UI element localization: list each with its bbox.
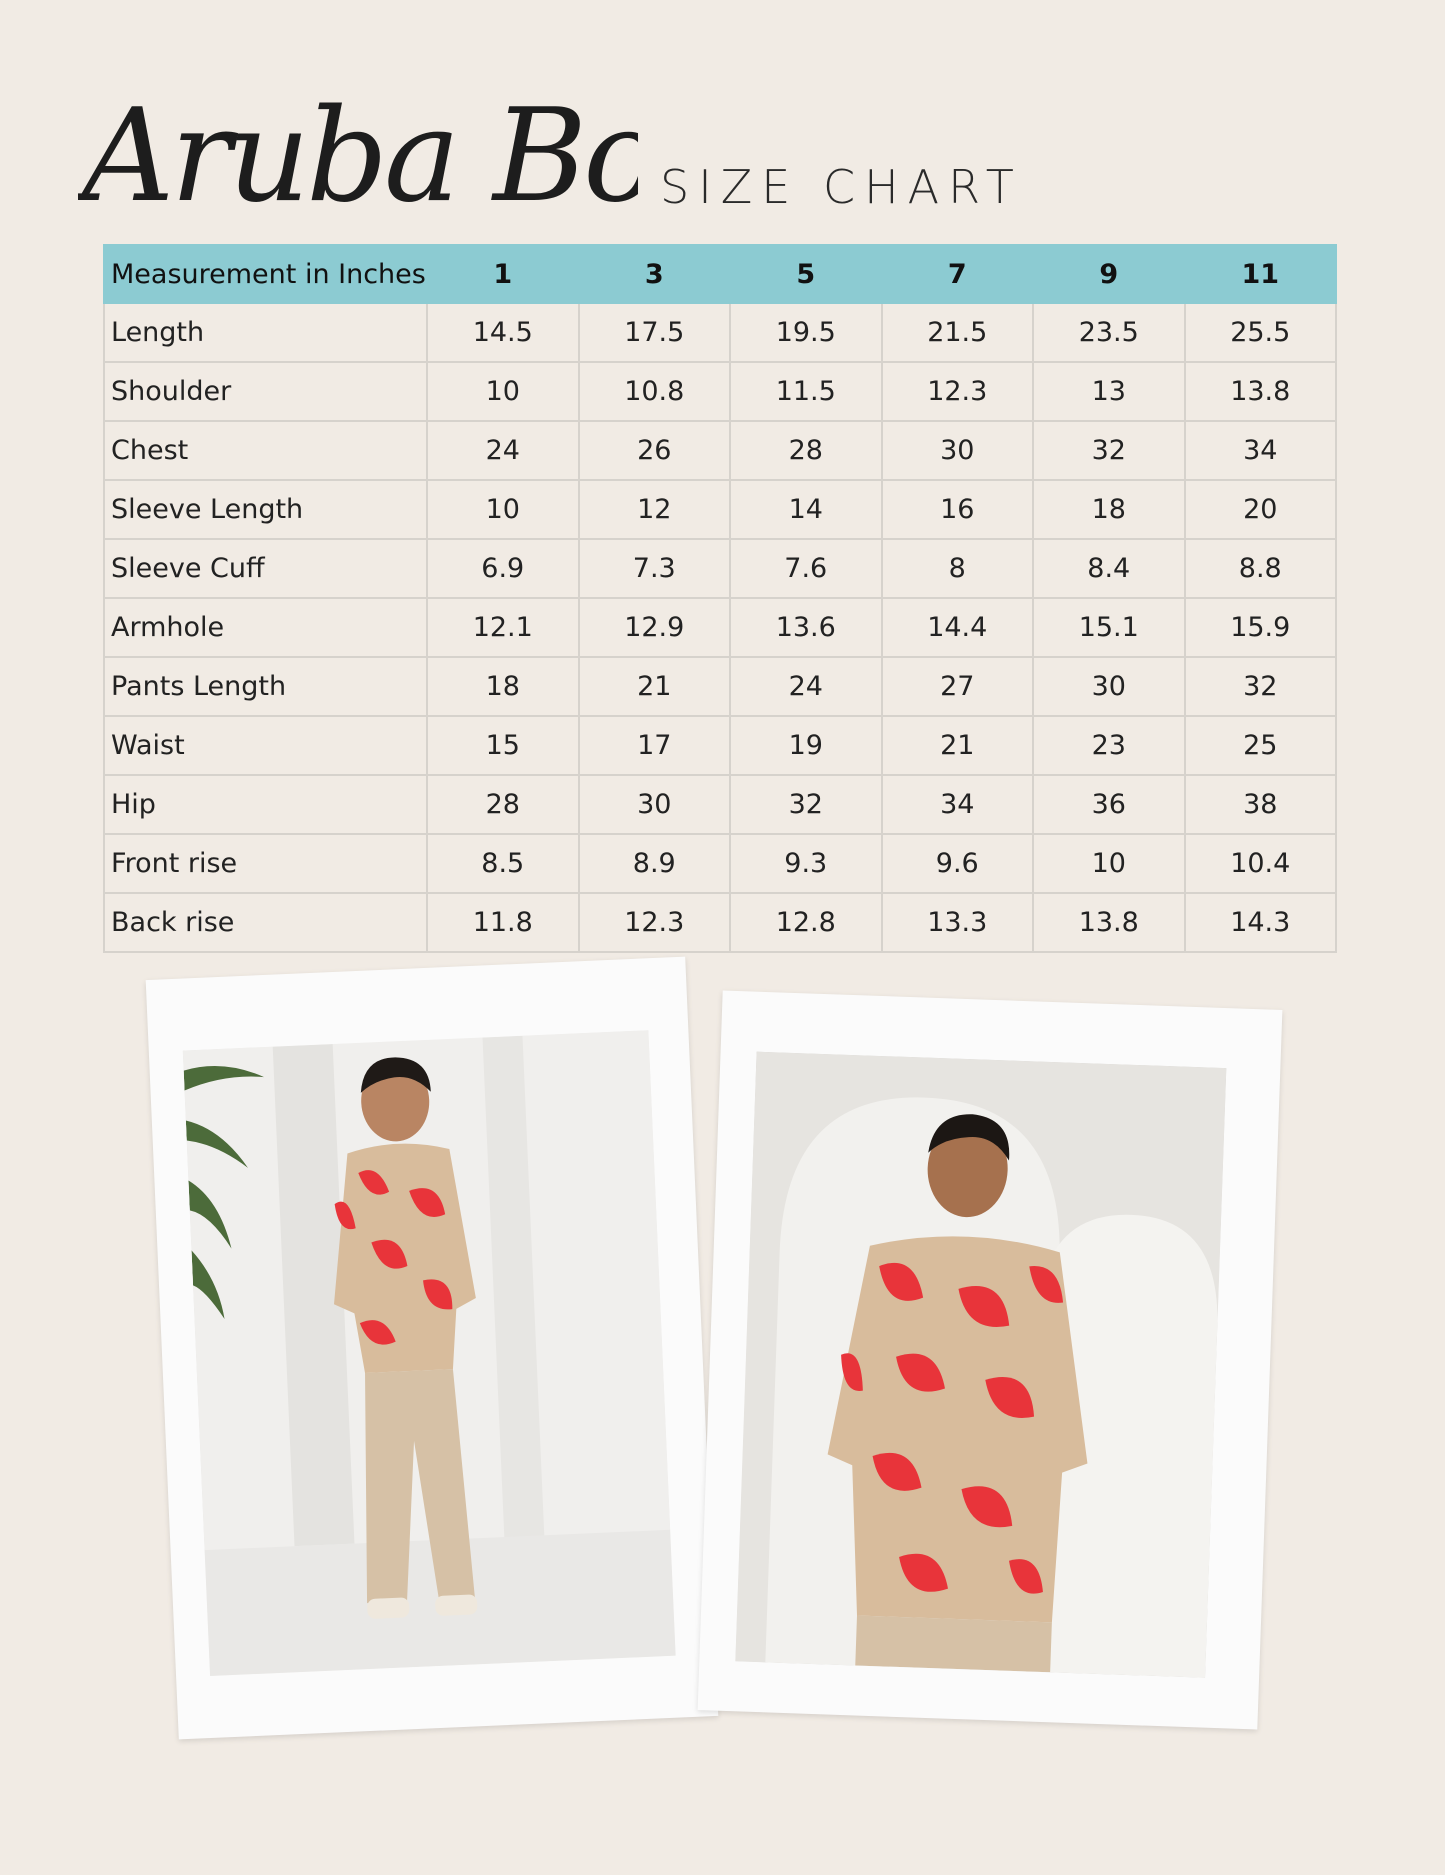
table-row — [104, 480, 1336, 539]
table-cell: 12.3 — [882, 362, 1034, 421]
table-cell: 34 — [1185, 421, 1337, 480]
table-cell: 36 — [1033, 775, 1185, 834]
table-row — [104, 657, 1336, 716]
photo-frame-man — [698, 990, 1283, 1729]
table-cell: 9.3 — [730, 834, 882, 893]
table-cell: 18 — [1033, 480, 1185, 539]
table-cell: 24 — [730, 657, 882, 716]
table-cell: 17 — [579, 716, 731, 775]
table-cell: 8.4 — [1033, 539, 1185, 598]
photo-frame-boy — [146, 957, 719, 1740]
table-cell: 13 — [1033, 362, 1185, 421]
table-cell: 19 — [730, 716, 882, 775]
row-label: Armhole — [104, 598, 427, 657]
table-cell: 12.3 — [579, 893, 731, 952]
table-cell: 11.8 — [427, 893, 579, 952]
table-cell: 19.5 — [730, 303, 882, 362]
table-cell: 32 — [730, 775, 882, 834]
header-size: 1 — [427, 245, 579, 303]
page-subtitle: SIZE CHART — [660, 160, 1023, 214]
photo-boy-model — [183, 1030, 676, 1676]
table-cell: 7.3 — [579, 539, 731, 598]
table-row — [104, 303, 1336, 362]
table-cell: 15 — [427, 716, 579, 775]
header-size: 9 — [1033, 245, 1185, 303]
table-cell: 28 — [730, 421, 882, 480]
table-cell: 13.3 — [882, 893, 1034, 952]
brand-script-title — [78, 60, 638, 250]
table-row — [104, 598, 1336, 657]
table-cell: 12.8 — [730, 893, 882, 952]
table-cell: 13.6 — [730, 598, 882, 657]
table-cell: 8.5 — [427, 834, 579, 893]
row-label: Length — [104, 303, 427, 362]
table-row — [104, 893, 1336, 952]
table-row — [104, 362, 1336, 421]
header-size: 7 — [882, 245, 1034, 303]
table-cell: 14 — [730, 480, 882, 539]
table-row — [104, 539, 1336, 598]
table-cell: 13.8 — [1033, 893, 1185, 952]
photo-man-model — [735, 1052, 1226, 1678]
table-cell: 10 — [427, 480, 579, 539]
boy-illustration — [183, 1030, 676, 1676]
table-cell: 15.9 — [1185, 598, 1337, 657]
table-cell: 24 — [427, 421, 579, 480]
table-cell: 14.5 — [427, 303, 579, 362]
table-cell: 20 — [1185, 480, 1337, 539]
table-cell: 30 — [882, 421, 1034, 480]
table-cell: 27 — [882, 657, 1034, 716]
table-row — [104, 834, 1336, 893]
table-cell: 12 — [579, 480, 731, 539]
table-cell: 15.1 — [1033, 598, 1185, 657]
table-row — [104, 421, 1336, 480]
size-chart-table — [103, 244, 1337, 953]
table-row — [104, 775, 1336, 834]
row-label: Shoulder — [104, 362, 427, 421]
table-cell: 8 — [882, 539, 1034, 598]
table-cell: 38 — [1185, 775, 1337, 834]
header-size: 3 — [579, 245, 731, 303]
table-cell: 21.5 — [882, 303, 1034, 362]
table-cell: 12.9 — [579, 598, 731, 657]
table-cell: 23.5 — [1033, 303, 1185, 362]
table-cell: 26 — [579, 421, 731, 480]
table-cell: 18 — [427, 657, 579, 716]
row-label: Sleeve Cuff — [104, 539, 427, 598]
table-cell: 11.5 — [730, 362, 882, 421]
table-cell: 32 — [1185, 657, 1337, 716]
header-size: 11 — [1185, 245, 1337, 303]
table-cell: 8.9 — [579, 834, 731, 893]
row-label: Sleeve Length — [104, 480, 427, 539]
table-cell: 32 — [1033, 421, 1185, 480]
row-label: Pants Length — [104, 657, 427, 716]
table-cell: 10.8 — [579, 362, 731, 421]
table-cell: 21 — [882, 716, 1034, 775]
table-cell: 16 — [882, 480, 1034, 539]
table-cell: 8.8 — [1185, 539, 1337, 598]
header-measurement-label: Measurement in Inches — [104, 245, 427, 303]
script-title-text: Aruba B — [82, 82, 584, 231]
table-cell: 25 — [1185, 716, 1337, 775]
row-label: Chest — [104, 421, 427, 480]
table-cell: 28 — [427, 775, 579, 834]
table-cell: 14.4 — [882, 598, 1034, 657]
row-label: Front rise — [104, 834, 427, 893]
table-cell: 10 — [427, 362, 579, 421]
table-cell: 9.6 — [882, 834, 1034, 893]
table-cell: 23 — [1033, 716, 1185, 775]
table-cell: 21 — [579, 657, 731, 716]
table-cell: 6.9 — [427, 539, 579, 598]
table-row — [104, 716, 1336, 775]
table-cell: 13.8 — [1185, 362, 1337, 421]
table-cell: 30 — [579, 775, 731, 834]
table-cell: 30 — [1033, 657, 1185, 716]
row-label: Hip — [104, 775, 427, 834]
table-cell: 7.6 — [730, 539, 882, 598]
man-illustration — [735, 1052, 1226, 1678]
table-cell: 17.5 — [579, 303, 731, 362]
table-cell: 25.5 — [1185, 303, 1337, 362]
table-cell: 10.4 — [1185, 834, 1337, 893]
row-label: Waist — [104, 716, 427, 775]
table-cell: 34 — [882, 775, 1034, 834]
table-cell: 12.1 — [427, 598, 579, 657]
header-size: 5 — [730, 245, 882, 303]
table-header-row — [104, 245, 1336, 303]
table-cell: 10 — [1033, 834, 1185, 893]
row-label: Back rise — [104, 893, 427, 952]
table-cell: 14.3 — [1185, 893, 1337, 952]
